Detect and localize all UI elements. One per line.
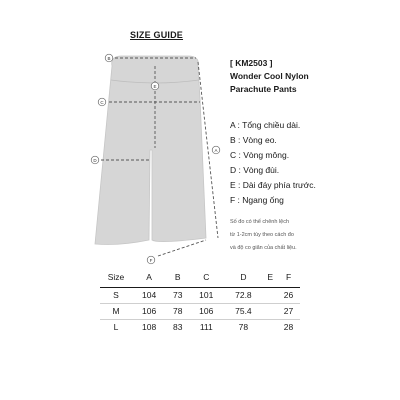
legend-item-c: C : Vòng mông. [230,150,290,160]
size-table [100,268,300,335]
cell-d: 78 [238,322,249,333]
leg-opening-measure-line [158,240,206,256]
header-size: Size [100,268,132,287]
header-b: B [166,268,189,287]
cell-size: S [100,287,132,303]
product-info [230,57,390,96]
legend-item-d: D : Vòng đùi. [230,165,280,175]
cell-d: 72.8 [223,287,263,303]
table-row [100,319,300,335]
cell-d: 75.4 [223,303,263,319]
table-header-row [100,268,300,287]
header-e: E [263,268,277,287]
cell-b: 73 [166,287,189,303]
product-name-line-1: Wonder Cool Nylon [230,71,309,81]
cell-e [263,319,277,335]
legend-item-b: B : Vòng eo. [230,135,277,145]
legend-item-e: E : Dài đáy phía trước. [230,180,316,190]
cell-c: 106 [189,303,223,319]
cell-a: 108 [142,322,157,333]
cell-e [263,303,277,319]
header-c: C [189,268,223,287]
measurement-note [230,216,390,255]
product-name-line-2: Parachute Pants [230,84,297,94]
header-a: A [132,268,166,287]
marker-b-label: B [107,56,111,61]
cell-c: 111 [199,322,213,333]
marker-d-label: D [93,158,97,163]
note-line: Số đo có thể chênh lệch [230,219,290,225]
marker-a-label: A [214,148,218,153]
note-line: từ 1-2cm tùy theo cách đo [230,232,294,238]
cell-e [263,287,277,303]
legend-item-a: A : Tổng chiều dài. [230,120,301,130]
legend-item-f: F : Ngang ống [230,195,284,205]
header-d: D [223,268,263,287]
pants-silhouette [95,56,206,245]
measurement-legend [230,118,390,208]
cell-a: 106 [132,303,166,319]
cell-size: L [113,322,119,333]
product-code: [ KM2503 ] [230,58,273,68]
cell-f: 28 [283,322,294,333]
cell-a: 104 [132,287,166,303]
size-guide-title: SIZE GUIDE [130,30,184,40]
marker-c-label: C [100,100,104,105]
table-row [100,287,300,303]
cell-b: 78 [166,303,189,319]
note-line: và độ co giãn của chất liệu. [230,245,297,251]
cell-b: 83 [172,322,183,333]
cell-f: 26 [277,287,300,303]
cell-c: 101 [189,287,223,303]
cell-size: M [100,303,132,319]
cell-f: 27 [277,303,300,319]
marker-f-label: F [149,258,153,263]
marker-e-label: E [153,84,157,89]
table-row [100,303,300,319]
header-f: F [277,268,300,287]
